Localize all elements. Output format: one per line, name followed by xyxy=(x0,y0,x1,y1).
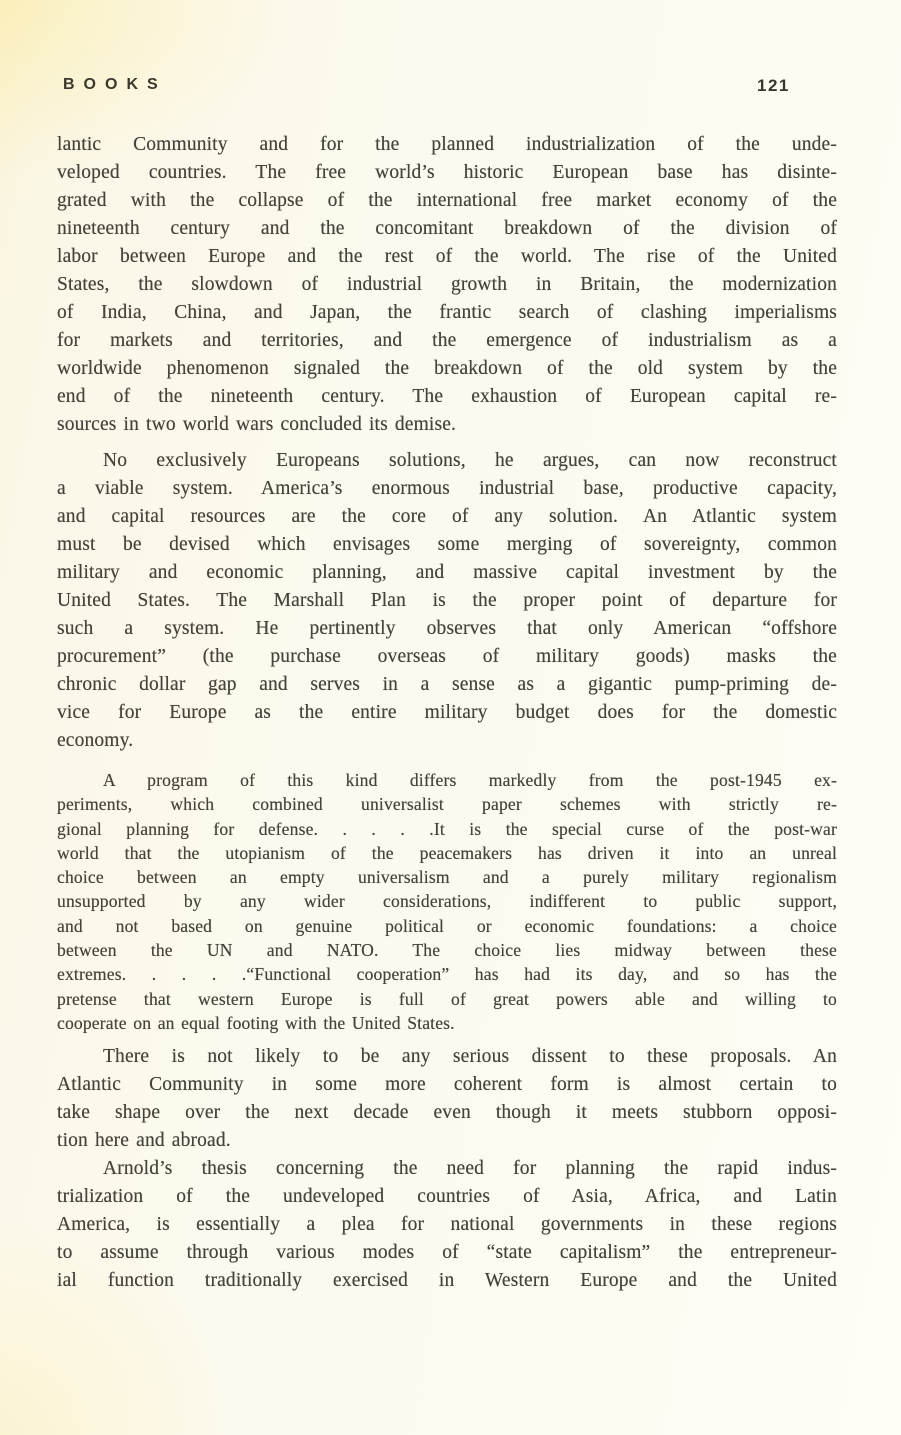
text-block xyxy=(57,131,837,1295)
text-line: chronic dollar gap and serves in a sense as a gigantic pump-priming de- xyxy=(57,674,837,695)
paragraph xyxy=(57,768,837,1035)
text-line: sources in two world wars concluded its demise. xyxy=(57,414,457,435)
text-line: lantic Community and for the planned industrialization of the unde- xyxy=(57,134,837,155)
text-line: and not based on genuine political or economic foundations: a choice xyxy=(57,915,837,936)
paragraph xyxy=(57,1155,837,1295)
text-line: between the UN and NATO. The choice lies midway between these xyxy=(57,940,837,961)
paragraph xyxy=(57,1043,837,1155)
text-line: labor between Europe and the rest of the world. The rise of the United xyxy=(57,246,837,267)
text-line: veloped countries. The free world’s historic European base has disinte- xyxy=(57,162,837,183)
text-line: America, is essentially a plea for national governments in these regions xyxy=(57,1214,837,1236)
text-line: United States. The Marshall Plan is the proper point of departure for xyxy=(57,590,837,611)
text-line: take shape over the next decade even though it meets stubborn opposi- xyxy=(57,1102,837,1124)
text-line: There is not likely to be any serious dissent to these proposals. An xyxy=(103,1046,837,1068)
text-line: pretense that western Europe is full of great powers able and willing to xyxy=(57,988,837,1009)
text-line: such a system. He pertinently observes that only American “offshore xyxy=(57,618,837,639)
text-line: end of the nineteenth century. The exhaustion of European capital re- xyxy=(57,386,837,407)
paragraph xyxy=(57,131,837,439)
text-line: a viable system. America’s enormous industrial base, productive capacity, xyxy=(57,478,837,499)
text-line: choice between an empty universalism and a purely military regionalism xyxy=(57,867,837,888)
text-line: tion here and abroad. xyxy=(57,1130,231,1152)
text-line: A program of this kind differs markedly from the post-1945 ex- xyxy=(103,770,837,790)
text-line: for markets and territories, and the emergence of industrialism as a xyxy=(57,330,837,351)
text-line: trialization of the undeveloped countries of Asia, Africa, and Latin xyxy=(57,1186,837,1208)
text-line: grated with the collapse of the international free market economy of the xyxy=(57,190,837,211)
text-line: ial function traditionally exercised in Western Europe and the United xyxy=(57,1270,837,1292)
text-line: nineteenth century and the concomitant breakdown of the division of xyxy=(57,218,837,239)
text-line: must be devised which envisages some merging of sovereignty, common xyxy=(57,534,837,555)
paragraph xyxy=(57,447,837,755)
running-header xyxy=(0,76,901,98)
text-line: extremes. . . . .“Functional cooperation” has had its day, and so has the xyxy=(57,964,837,985)
text-line: gional planning for defense. . . . .It is the special curse of the post-war xyxy=(57,818,837,839)
text-line: unsupported by any wider considerations, indifferent to public support, xyxy=(57,891,837,912)
text-line: cooperate on an equal footing with the United States. xyxy=(57,1012,455,1033)
text-line: to assume through various modes of “state capitalism” the entrepreneur- xyxy=(57,1242,837,1264)
text-line: worldwide phenomenon signaled the breakdown of the old system by the xyxy=(57,358,837,379)
text-line: vice for Europe as the entire military budget does for the domestic xyxy=(57,702,837,723)
page-number: 121 xyxy=(757,76,790,95)
text-line: No exclusively Europeans solutions, he argues, can now reconstruct xyxy=(103,450,837,471)
text-line: and capital resources are the core of any solution. An Atlantic system xyxy=(57,506,837,527)
text-line: periments, which combined universalist paper schemes with strictly re- xyxy=(57,794,837,815)
text-line: military and economic planning, and massive capital investment by the xyxy=(57,562,837,583)
text-line: Arnold’s thesis concerning the need for planning the rapid indus- xyxy=(103,1158,837,1180)
text-line: economy. xyxy=(57,730,134,751)
text-line: procurement” (the purchase overseas of military goods) masks the xyxy=(57,646,837,667)
text-line: States, the slowdown of industrial growth in Britain, the modernization xyxy=(57,274,837,295)
section-label: BOOKS xyxy=(63,76,167,93)
text-line: Atlantic Community in some more coherent form is almost certain to xyxy=(57,1074,837,1096)
text-line: of India, China, and Japan, the frantic search of clashing imperialisms xyxy=(57,302,837,323)
text-line: world that the utopianism of the peacemakers has driven it into an unreal xyxy=(57,842,837,863)
